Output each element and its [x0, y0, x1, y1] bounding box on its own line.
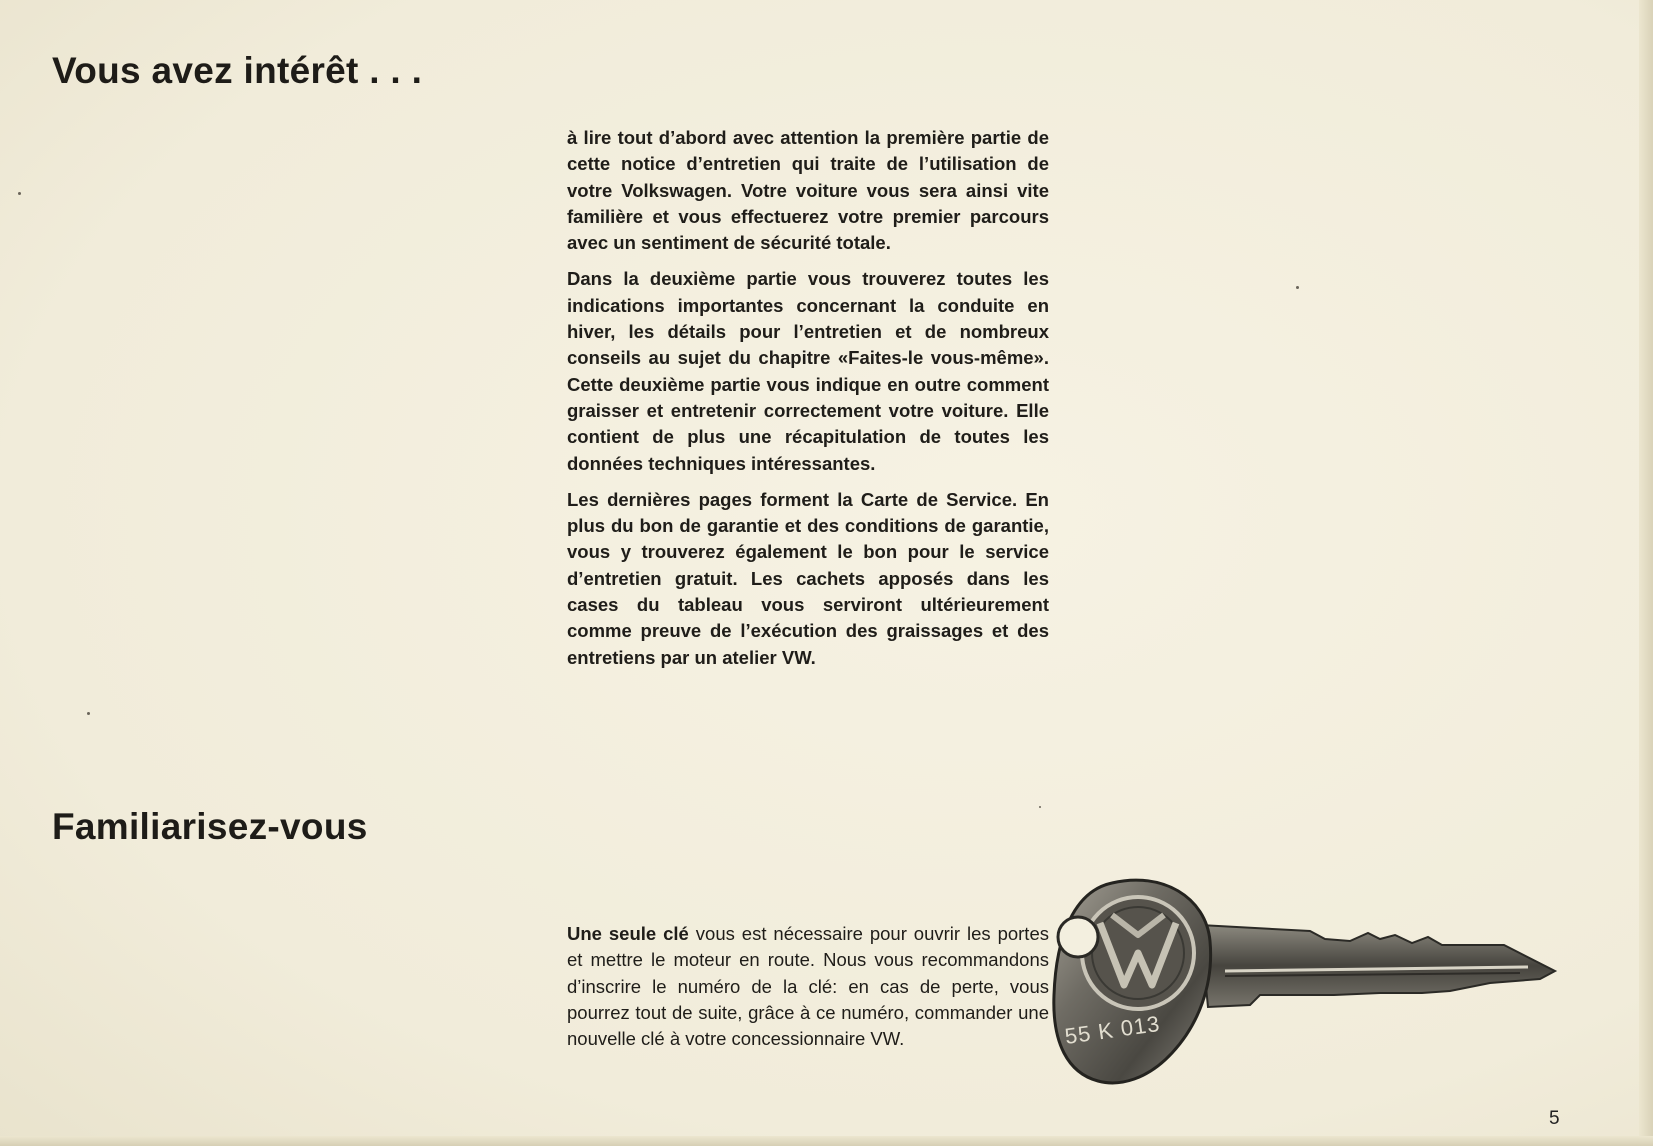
paper-speck	[1039, 806, 1041, 808]
heading-familiarisez-vous: Familiarisez-vous	[52, 806, 368, 847]
intro-paragraph-2: Dans la deuxième partie vous trouverez toutes les indications importantes concernant la conduite en hiver, les détails pour l’entretien et de nombreux conseils au sujet du chapitre «Faites-le vous-même». Cette deuxième partie vous indique en outre comment graisser et entretenir correctement votre voiture. Elle contient de plus une récapitulation de toutes les données techniques intéressantes.	[567, 268, 1049, 474]
key-paragraph-lead: Une seule clé	[567, 923, 689, 944]
page-edge-bottom	[0, 1136, 1653, 1146]
vw-key-illustration	[1050, 875, 1558, 1093]
key-ring-hole	[1058, 917, 1098, 957]
key-number: 55 K 013	[1063, 1010, 1162, 1049]
heading-vous-avez-interet: Vous avez intérêt . . .	[52, 50, 423, 91]
page-edge-right	[1639, 0, 1653, 1146]
intro-text	[567, 125, 1049, 681]
key-paragraph-body: vous est nécessaire pour ouvrir les portes et mettre le moteur en route. Nous vous recommandons d’inscrire le numéro de la clé: en cas de perte, vous pourrez tout de suite, grâce à ce numéro, commander une nouvelle clé à votre concessionnaire VW.	[567, 923, 1049, 1050]
paper-speck	[1296, 286, 1299, 289]
paper-speck	[87, 712, 90, 715]
key-paragraph	[567, 921, 1049, 1052]
intro-paragraph-1: à lire tout d’abord avec attention la première partie de cette notice d’entretien qui traite de l’utilisation de votre Volkswagen. Votre voiture vous sera ainsi vite familière et vous effectuerez votre premier parcours avec un sentiment de sécurité totale.	[567, 127, 1049, 254]
page-number: 5	[1549, 1108, 1560, 1129]
paper-speck	[18, 192, 21, 195]
intro-paragraph-3: Les dernières pages forment la Carte de Service. En plus du bon de garantie et des conditions de garantie, vous y trouverez également le bon pour le service d’entretien gratuit. Les cachets apposés dans les cases du tableau vous serviront ultérieurement comme preuve de l’exécution des graissages et des entretiens par un atelier VW.	[567, 488, 1049, 668]
